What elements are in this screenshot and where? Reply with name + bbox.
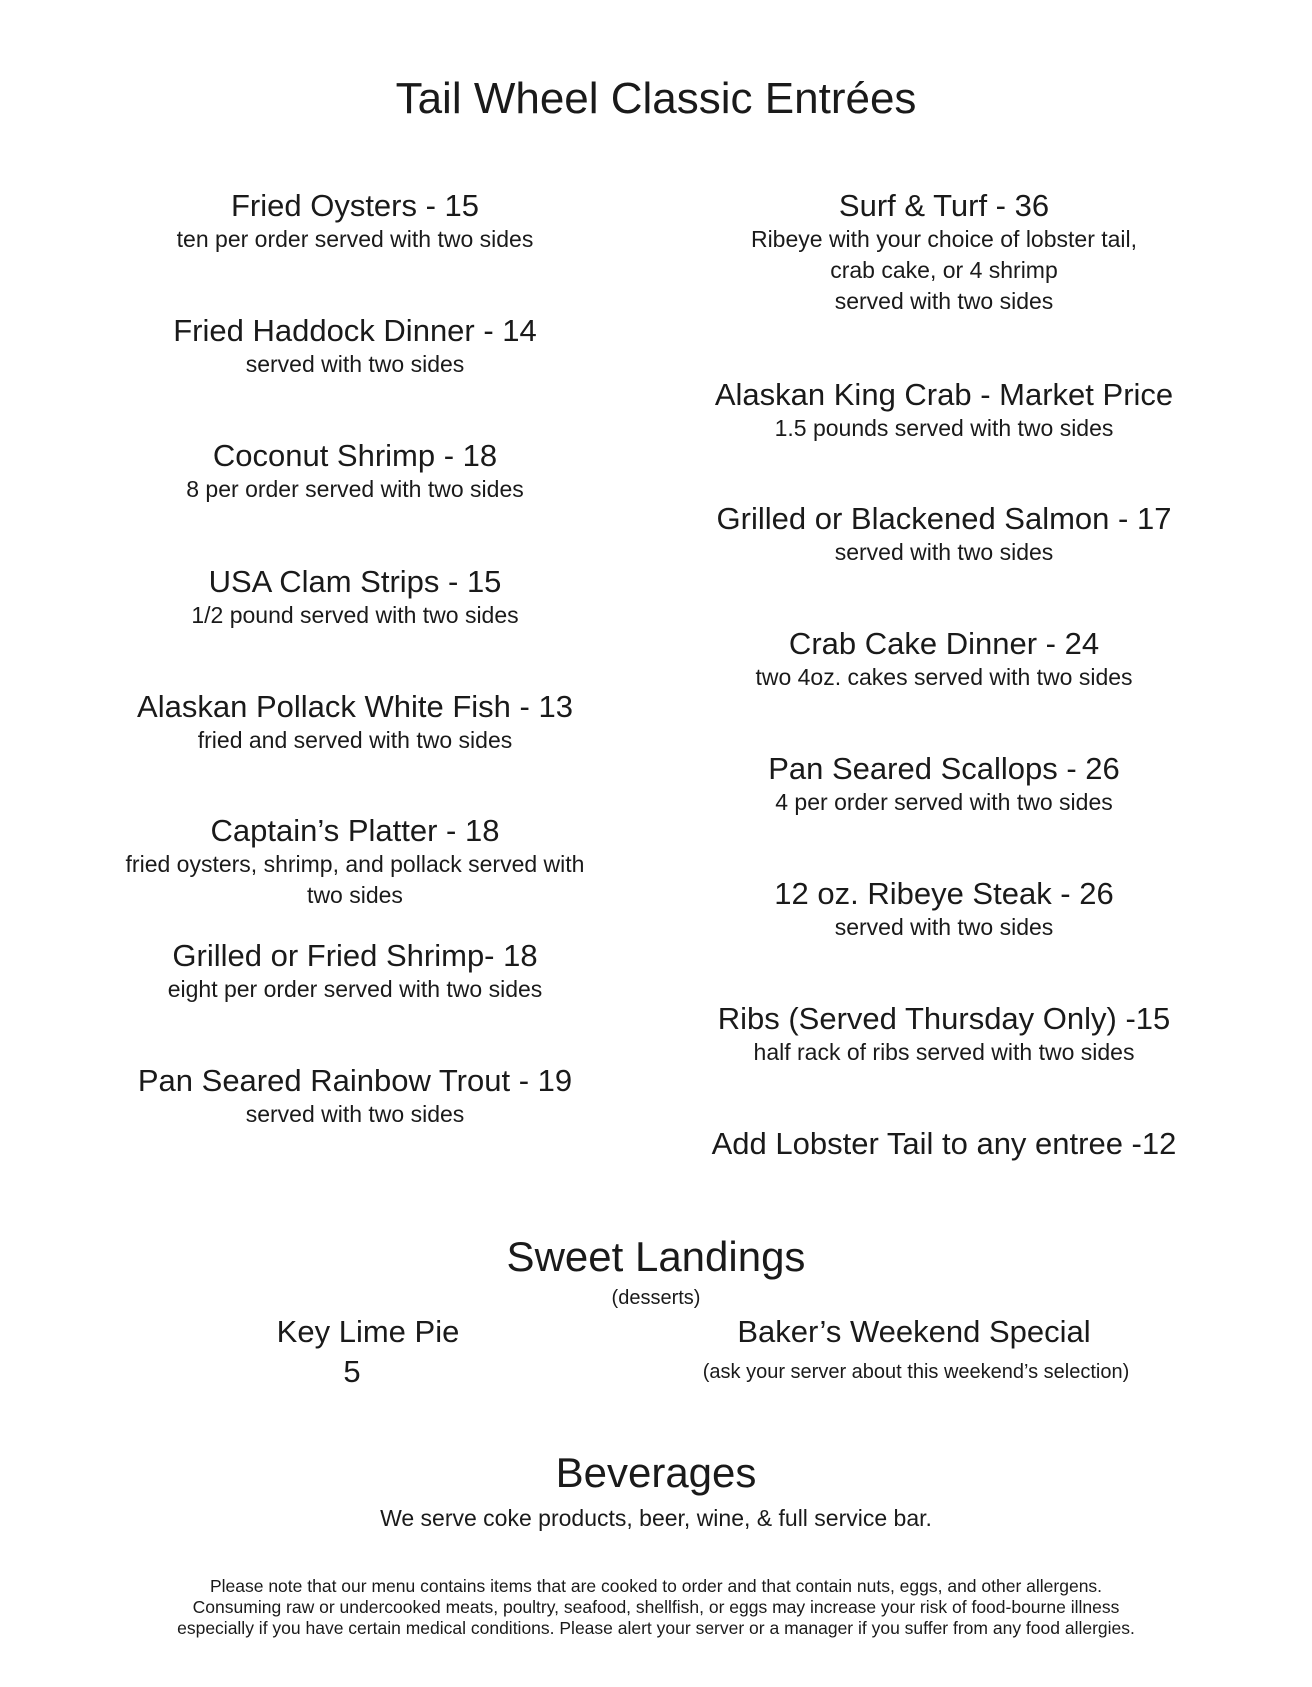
menu-item-name: 12 oz. Ribeye Steak - 26 <box>774 876 1114 911</box>
disclaimer-line: especially if you have certain medical conditions. Please alert your server or a manager if you suffer from any food allergies. <box>177 1618 1135 1638</box>
menu-item-description: half rack of ribs served with two sides <box>753 1039 1135 1065</box>
disclaimer-line: Please note that our menu contains items that are cooked to order and that contain nuts, eggs, and other allergens. <box>209 1576 1103 1596</box>
menu-item-name: Alaskan King Crab - Market Price <box>714 377 1174 412</box>
menu-item-name: Crab Cake Dinner - 24 <box>788 626 1100 661</box>
key-lime-pie-price: 5 <box>343 1354 361 1389</box>
menu-item-description: 1.5 pounds served with two sides <box>774 415 1114 441</box>
bakers-special-name: Baker’s Weekend Special <box>737 1314 1091 1349</box>
menu-item-description: 8 per order served with two sides <box>186 476 524 502</box>
menu-item-name: Alaskan Pollack White Fish - 13 <box>137 689 573 724</box>
menu-item-description: 1/2 pound served with two sides <box>191 602 519 628</box>
menu-item <box>138 1063 572 1130</box>
menu-item <box>717 501 1172 568</box>
menu-item-name: Fried Oysters - 15 <box>230 188 480 223</box>
menu-item <box>712 1126 1177 1162</box>
menu-item-description: 4 per order served with two sides <box>775 789 1113 815</box>
menu-item-description: served with two sides <box>245 1101 465 1127</box>
menu-item <box>774 876 1113 943</box>
menu-item-name: Pan Seared Scallops - 26 <box>768 751 1120 786</box>
menu-item-description: served with two sides <box>834 539 1054 565</box>
menu-item <box>751 188 1137 317</box>
menu-item <box>137 689 573 756</box>
beverages-heading: Beverages <box>555 1449 757 1496</box>
menu-item <box>768 751 1120 818</box>
menu-item-name: Surf & Turf - 36 <box>838 188 1050 223</box>
menu-item <box>755 626 1132 693</box>
menu-item-description: fried oysters, shrimp, and pollack served with <box>125 851 585 877</box>
menu-item-description: fried and served with two sides <box>197 727 513 753</box>
allergen-disclaimer <box>177 1576 1135 1639</box>
menu-item <box>186 438 524 505</box>
disclaimer-line: Consuming raw or undercooked meats, poultry, seafood, shellfish, or eggs may increase your risk of food-bourne illness <box>192 1597 1120 1617</box>
menu-item <box>718 1001 1171 1068</box>
menu-item <box>173 313 537 380</box>
menu-item-description: eight per order served with two sides <box>167 976 543 1002</box>
menu-title: Tail Wheel Classic Entrées <box>395 74 917 123</box>
bakers-special-note: (ask your server about this weekend’s selection) <box>702 1361 1130 1383</box>
menu-item-description: two 4oz. cakes served with two sides <box>755 664 1133 690</box>
menu-item-name: Coconut Shrimp - 18 <box>212 438 498 473</box>
menu-item-description: served with two sides <box>834 914 1054 940</box>
desserts-subheading: (desserts) <box>611 1287 701 1309</box>
beverages-text: We serve coke products, beer, wine, & full service bar. <box>380 1505 932 1531</box>
menu-item-name: Pan Seared Rainbow Trout - 19 <box>137 1063 573 1098</box>
menu-item-name: Captain’s Platter - 18 <box>210 813 500 848</box>
menu-item-description: two sides <box>307 882 403 908</box>
key-lime-pie-name: Key Lime Pie <box>276 1314 460 1349</box>
menu-item <box>191 564 518 631</box>
desserts-heading: Sweet Landings <box>506 1233 806 1280</box>
menu-item-name: Fried Haddock Dinner - 14 <box>173 313 537 348</box>
menu-item-name: Add Lobster Tail to any entree -12 <box>711 1126 1177 1161</box>
menu-item-name: Grilled or Blackened Salmon - 17 <box>716 501 1172 536</box>
menu-item <box>168 938 543 1005</box>
menu-item-name: Grilled or Fried Shrimp- 18 <box>172 938 538 973</box>
menu-item-description: Ribeye with your choice of lobster tail, <box>750 226 1138 252</box>
menu-item-description: ten per order served with two sides <box>176 226 534 252</box>
menu-item <box>126 813 585 911</box>
menu-item-name: Ribs (Served Thursday Only) -15 <box>717 1001 1171 1036</box>
menu-item-description: crab cake, or 4 shrimp <box>830 257 1058 283</box>
menu-item-name: USA Clam Strips - 15 <box>208 564 502 599</box>
menu-item-description: served with two sides <box>245 351 465 377</box>
menu-item-description: served with two sides <box>834 288 1054 314</box>
menu-item <box>715 377 1173 444</box>
menu-item <box>177 188 534 255</box>
